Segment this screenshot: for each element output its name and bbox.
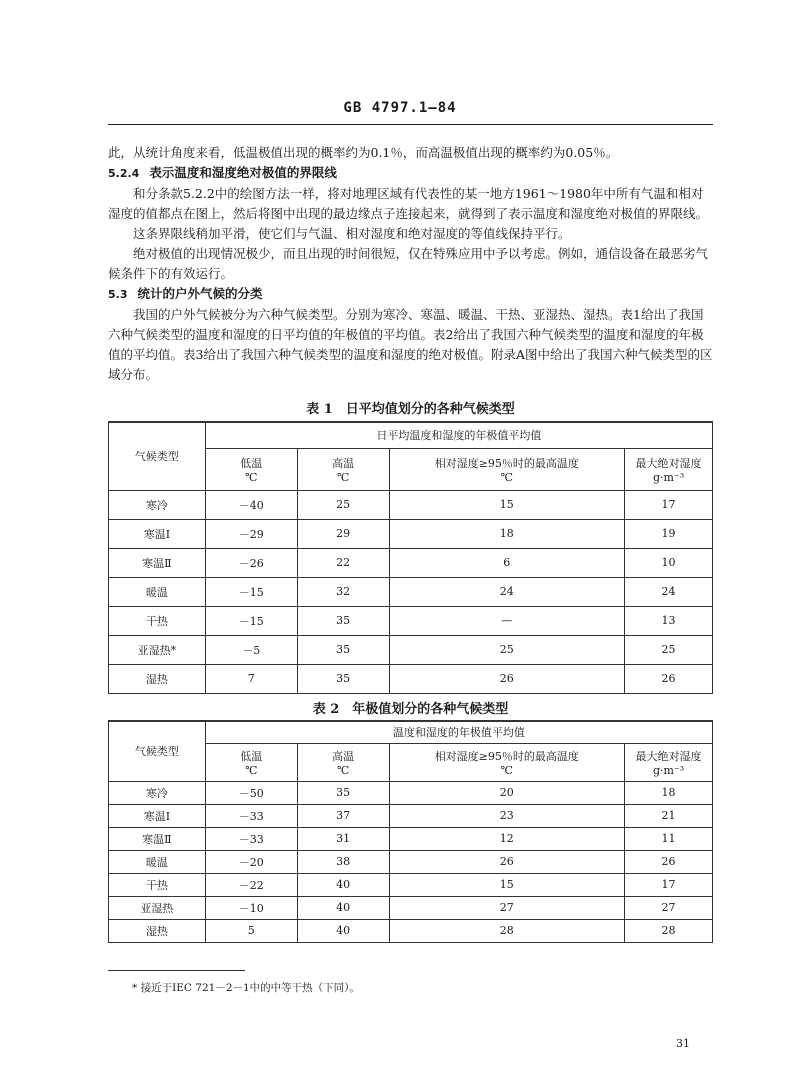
- table-cell: 40: [297, 873, 389, 896]
- table-cell: －40: [205, 490, 297, 519]
- section-title: 统计的户外气候的分类: [137, 286, 263, 301]
- table-cell: 12: [389, 827, 625, 850]
- row-label-climate-type: 寒温Ⅰ: [109, 519, 206, 548]
- table-cell: －29: [205, 519, 297, 548]
- row-label-climate-type: 干热: [109, 873, 206, 896]
- body-text-top: [108, 143, 713, 385]
- table-cell: 7: [205, 664, 297, 693]
- table-cell: 5: [205, 919, 297, 942]
- table-cell: －26: [205, 548, 297, 577]
- table-cell: 24: [625, 577, 713, 606]
- table-cell: 23: [389, 804, 625, 827]
- table-2-caption: 表 2 年极值划分的各种气候类型: [312, 702, 509, 717]
- table-cell: 29: [297, 519, 389, 548]
- table-row: [109, 577, 713, 606]
- table-cell: 15: [389, 873, 625, 896]
- table-cell: －33: [205, 827, 297, 850]
- table-cell: 31: [297, 827, 389, 850]
- table-row: [109, 827, 713, 850]
- page-number: 31: [676, 1037, 690, 1050]
- table-row: [109, 635, 713, 664]
- table-cell: －50: [205, 781, 297, 804]
- table-cell: 21: [625, 804, 713, 827]
- table-1-body: [109, 490, 713, 693]
- table-row: [109, 548, 713, 577]
- table-row: [109, 490, 713, 519]
- table-1-caption: 表 1 日平均值划分的各种气候类型: [306, 402, 515, 417]
- table-cell: 35: [297, 664, 389, 693]
- table-cell: 25: [625, 635, 713, 664]
- table-cell: 28: [389, 919, 625, 942]
- table-cell: －22: [205, 873, 297, 896]
- table-cell: 27: [625, 896, 713, 919]
- table-cell: 26: [625, 664, 713, 693]
- section-number: 5.3: [108, 288, 128, 301]
- column-header-high-temp: 高温 ℃: [297, 448, 389, 490]
- row-label-climate-type: 寒温Ⅱ: [109, 827, 206, 850]
- column-header-climate-type: 气候类型: [109, 721, 206, 781]
- column-header-low-temp: 低温 ℃: [205, 743, 297, 781]
- table-cell: －15: [205, 606, 297, 635]
- row-label-climate-type: 湿热: [109, 919, 206, 942]
- table-row: [109, 896, 713, 919]
- table-1: [108, 421, 713, 694]
- row-label-climate-type: 暖温: [109, 850, 206, 873]
- table-cell: 11: [625, 827, 713, 850]
- table-row: [109, 804, 713, 827]
- row-label-climate-type: 亚湿热: [109, 896, 206, 919]
- table-cell: 10: [625, 548, 713, 577]
- row-label-climate-type: 寒温Ⅰ: [109, 804, 206, 827]
- table-cell: 6: [389, 548, 625, 577]
- table-cell: 15: [389, 490, 625, 519]
- table-cell: 13: [625, 606, 713, 635]
- table-cell: －33: [205, 804, 297, 827]
- table-cell: －20: [205, 850, 297, 873]
- table-cell: 25: [389, 635, 625, 664]
- table-cell: 22: [297, 548, 389, 577]
- table-cell: 40: [297, 896, 389, 919]
- table-2: [108, 720, 713, 943]
- column-header-max-temp-rh95: 相对湿度≥95％时的最高温度 ℃: [389, 448, 625, 490]
- table-cell: 32: [297, 577, 389, 606]
- paragraph-boundary-method: 和分条款5.2.2中的绘图方法一样，将对地理区域有代表性的某一地方1961～1980年中所有气温和相对湿度的值都点在图上，然后将图中出现的最边缘点子连接起来，就得到了表示温度和湿度绝对极值的界限线。: [108, 186, 709, 221]
- table-cell: －10: [205, 896, 297, 919]
- paragraph-continuation: 此，从统计角度来看，低温极值出现的概率约为0.1％，而高温极值出现的概率约为0.05％。: [108, 145, 619, 160]
- group-header: 温度和湿度的年极值平均值: [205, 721, 712, 743]
- table-cell: 35: [297, 781, 389, 804]
- column-header-climate-type: 气候类型: [109, 422, 206, 490]
- table-cell: －5: [205, 635, 297, 664]
- table-cell: 40: [297, 919, 389, 942]
- table-cell: —: [389, 606, 625, 635]
- row-label-climate-type: 寒冷: [109, 490, 206, 519]
- table-cell: 24: [389, 577, 625, 606]
- row-label-climate-type: 湿热: [109, 664, 206, 693]
- row-label-climate-type: 暖温: [109, 577, 206, 606]
- column-header-high-temp: 高温 ℃: [297, 743, 389, 781]
- table-cell: 38: [297, 850, 389, 873]
- table-row: [109, 850, 713, 873]
- table-row: [109, 781, 713, 804]
- table-cell: 35: [297, 635, 389, 664]
- table-row: [109, 873, 713, 896]
- section-5-3-heading: [108, 284, 713, 305]
- column-header-max-temp-rh95: 相对湿度≥95％时的最高温度 ℃: [389, 743, 625, 781]
- header-rule: [108, 124, 713, 125]
- row-label-climate-type: 干热: [109, 606, 206, 635]
- table-row: [109, 606, 713, 635]
- table-cell: 17: [625, 873, 713, 896]
- table-cell: 20: [389, 781, 625, 804]
- footnote: * 接近于IEC 721－2－1中的中等干热（下同）。: [132, 982, 360, 994]
- table-row: [109, 664, 713, 693]
- paragraph-classification: 我国的户外气候被分为六种气候类型。分别为寒冷、寒温、暖温、干热、亚湿热、湿热。表1给出了我国六种气候类型的温度和湿度的日平均值的年极值的平均值。表2给出了我国六种气候类型的温度和湿度的年极值的平均值。表3给出了我国六种气候类型的温度和湿度的绝对极值。附录A图中给出了我国六种气候类型的区域分布。: [108, 307, 713, 382]
- table-cell: 19: [625, 519, 713, 548]
- table-cell: 17: [625, 490, 713, 519]
- table-cell: 26: [389, 664, 625, 693]
- section-5-2-4-heading: [108, 163, 713, 184]
- table-cell: 35: [297, 606, 389, 635]
- row-label-climate-type: 寒温Ⅱ: [109, 548, 206, 577]
- section-title: 表示温度和湿度绝对极值的界限线: [149, 165, 337, 180]
- table-2-body: [109, 781, 713, 942]
- footnote-rule: [108, 970, 245, 971]
- table-cell: 28: [625, 919, 713, 942]
- table-cell: 26: [389, 850, 625, 873]
- table-cell: 18: [625, 781, 713, 804]
- table-cell: 25: [297, 490, 389, 519]
- section-number: 5.2.4: [108, 167, 140, 180]
- paragraph-extremes: 绝对极值的出现情况极少，而且出现的时间很短，仅在特殊应用中予以考虑。例如，通信设备在最恶劣气候条件下的有效运行。: [108, 246, 709, 281]
- column-header-max-abs-humidity: 最大绝对湿度 g·m⁻³: [625, 448, 713, 490]
- table-row: [109, 519, 713, 548]
- column-header-low-temp: 低温 ℃: [205, 448, 297, 490]
- column-header-max-abs-humidity: 最大绝对湿度 g·m⁻³: [625, 743, 713, 781]
- table-row: [109, 919, 713, 942]
- group-header: 日平均温度和湿度的年极值平均值: [205, 422, 712, 448]
- table-cell: 18: [389, 519, 625, 548]
- table-cell: 26: [625, 850, 713, 873]
- paragraph-smoothing: 这条界限线稍加平滑，使它们与气温、相对湿度和绝对湿度的等值线保持平行。: [133, 226, 571, 241]
- table-cell: －15: [205, 577, 297, 606]
- row-label-climate-type: 寒冷: [109, 781, 206, 804]
- table-cell: 27: [389, 896, 625, 919]
- table-cell: 37: [297, 804, 389, 827]
- standard-number-header: GB 4797.1—84: [343, 100, 457, 116]
- row-label-climate-type: 亚湿热*: [109, 635, 206, 664]
